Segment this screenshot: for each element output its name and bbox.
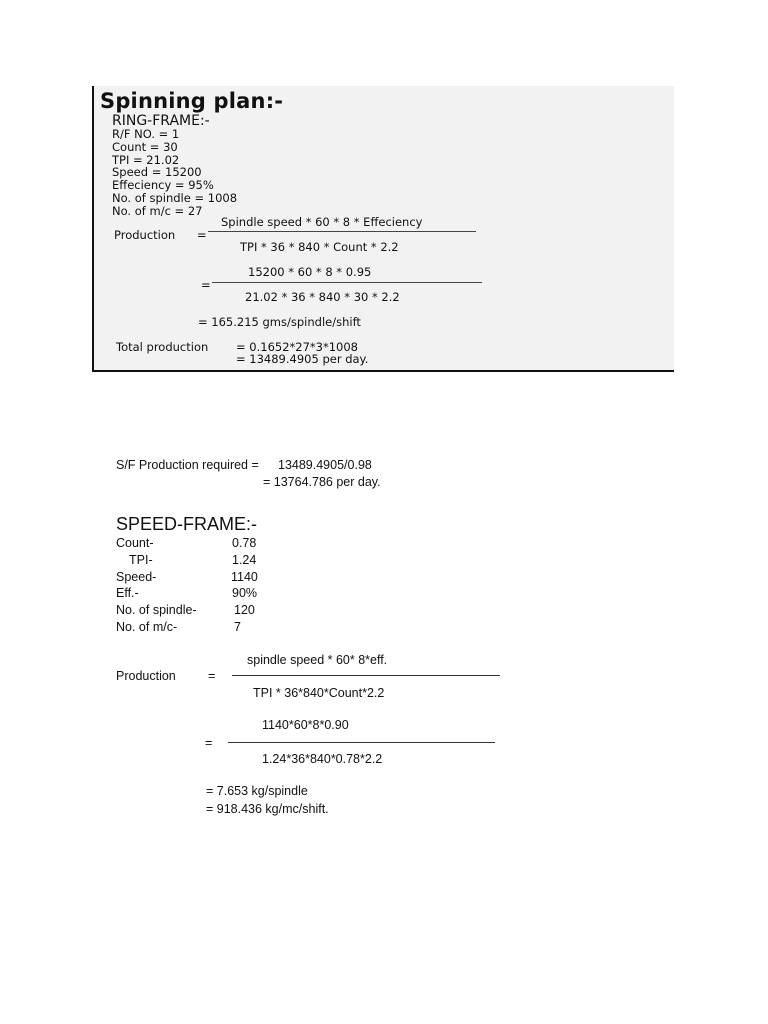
speed-param-label: Count- <box>116 536 154 550</box>
ring-production-equals: = <box>197 228 207 242</box>
speed-result1: = 7.653 kg/spindle <box>206 784 308 798</box>
speed-result2: = 918.436 kg/mc/shift. <box>206 802 329 816</box>
ring-formula-denominator: TPI * 36 * 840 * Count * 2.2 <box>240 240 399 254</box>
speed-param-value: 7 <box>234 620 241 634</box>
speed-calc-fraction-bar <box>228 742 495 743</box>
speed-calc-equals: = <box>205 736 213 750</box>
ring-total-label: Total production <box>116 340 209 354</box>
speed-frame-heading: SPEED-FRAME:- <box>116 514 258 534</box>
speed-calc-denominator: 1.24*36*840*0.78*2.2 <box>262 752 383 766</box>
ring-total-line1: = 0.1652*27*3*1008 <box>236 340 358 354</box>
ring-total-line2: = 13489.4905 per day. <box>236 352 369 366</box>
ring-param: Count = 30 <box>112 140 178 154</box>
speed-calc-numerator: 1140*60*8*0.90 <box>262 718 349 732</box>
speed-param-label: Eff.- <box>116 586 139 600</box>
sf-required-label: S/F Production required = <box>116 458 259 472</box>
ring-formula-numerator: Spindle speed * 60 * 8 * Effeciency <box>221 215 423 229</box>
sf-required-value2: = 13764.786 per day. <box>263 475 381 489</box>
ring-result: = 165.215 gms/spindle/shift <box>198 315 361 329</box>
speed-param-label: No. of spindle- <box>116 603 197 617</box>
ring-calc-fraction-bar <box>212 282 482 283</box>
ring-param: No. of m/c = 27 <box>112 204 203 218</box>
speed-param-value: 0.78 <box>232 536 257 550</box>
speed-production-equals: = <box>208 669 216 683</box>
ring-frame-panel <box>92 86 674 372</box>
speed-param-label: TPI- <box>129 553 153 567</box>
spinning-plan-heading: Spinning plan:- <box>100 89 284 113</box>
sf-required-value1: 13489.4905/0.98 <box>278 458 372 472</box>
ring-calc-denominator: 21.02 * 36 * 840 * 30 * 2.2 <box>245 290 400 304</box>
speed-param-value: 90% <box>232 586 258 600</box>
speed-param-value: 1140 <box>231 570 258 584</box>
ring-param: Speed = 15200 <box>112 165 202 179</box>
ring-formula-fraction-bar <box>208 231 476 232</box>
speed-production-label: Production <box>116 669 176 683</box>
speed-param-value: 120 <box>234 603 255 617</box>
ring-frame-subheading: RING-FRAME:- <box>112 113 210 129</box>
speed-formula-denominator: TPI * 36*840*Count*2.2 <box>253 686 385 700</box>
ring-calc-numerator: 15200 * 60 * 8 * 0.95 <box>248 265 372 279</box>
speed-formula-fraction-bar <box>232 675 500 676</box>
ring-param: TPI = 21.02 <box>112 153 180 167</box>
ring-param: No. of spindle = 1008 <box>112 191 238 205</box>
ring-param: Effeciency = 95% <box>112 178 214 192</box>
speed-formula-numerator: spindle speed * 60* 8*eff. <box>247 653 388 667</box>
ring-calc-equals: = <box>201 278 211 292</box>
ring-production-label: Production <box>114 228 176 242</box>
speed-param-value: 1.24 <box>232 553 257 567</box>
ring-param: R/F NO. = 1 <box>112 127 180 141</box>
speed-param-label: Speed- <box>116 570 157 584</box>
speed-param-label: No. of m/c- <box>116 620 178 634</box>
